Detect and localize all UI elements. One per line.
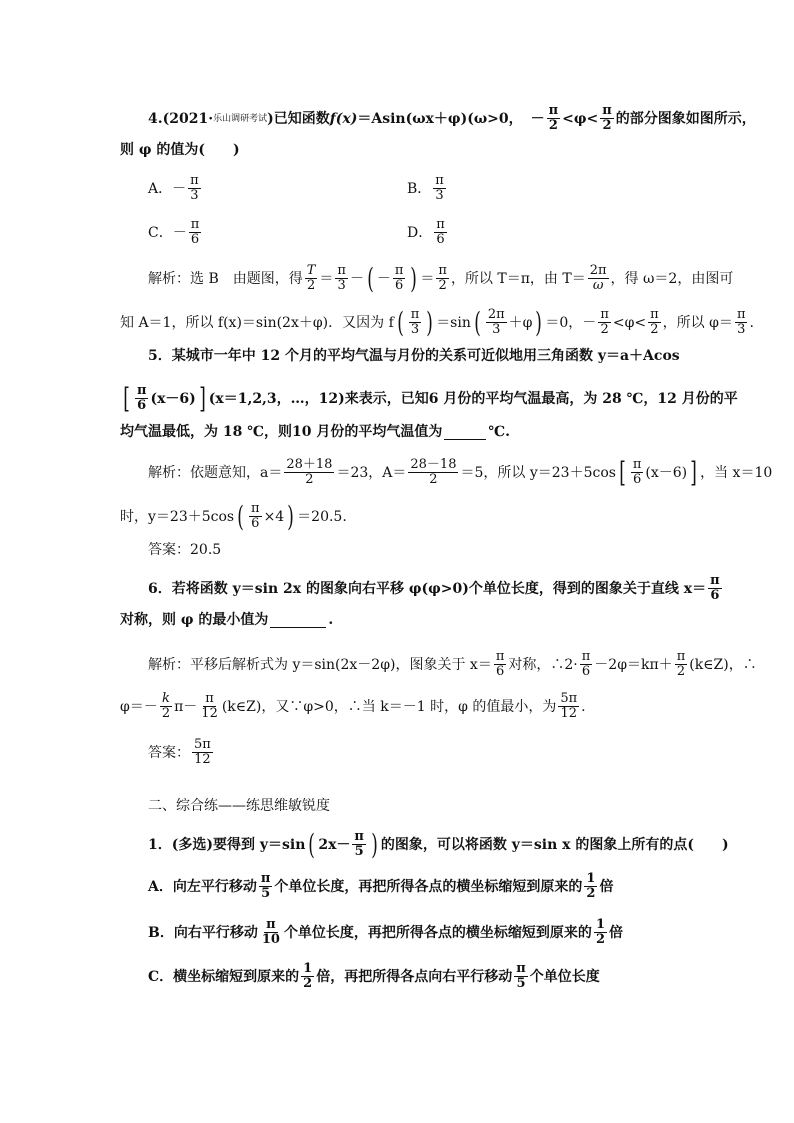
sec2-q1-option-b: B．向右平行移动 $\frac{\pi}{10}$ 个单位长度，再把所得各点的横坐标缩短到原来的 $\frac{1}{2}$ 倍 bbox=[148, 917, 623, 947]
section-2-title: 二、综合练——练思维敏锐度 bbox=[148, 798, 330, 814]
q6-solution-line2: φ＝－ $\frac{k}{2}$ π－ $\frac{\pi}{12}$ (k∈Z)，又∵φ>0，∴当 k＝－1 时，φ 的值最小，为 $\frac{5\pi}{12}$ . bbox=[120, 691, 586, 721]
q5-stem-line3: 均气温最低，为 18 ℃，则10 月份的平均气温值为 ℃. bbox=[120, 424, 511, 440]
pi-half-fraction: $\frac{\pi}{2}$ bbox=[602, 103, 612, 133]
q4-option-b: B． $\frac{\pi}{3}$ bbox=[407, 173, 444, 203]
q5-stem-line1: 5． 某城市一年中 12 个月的平均气温与月份的关系可近似地用三角函数 y＝a＋Acos bbox=[148, 348, 680, 364]
q4-solution-line1: 解析：选 B 由题图，得 $\frac{T}{2}$ ＝ $\frac{\pi}{3}$ － ( － $\frac{\pi}{6}$ ) ＝ $\frac{\pi}{2}$ ，所以 T＝π，由 T＝ $\frac{2\pi}{\omega}$ ，得 ω＝2，由图可 bbox=[148, 261, 734, 295]
sec2-q1-option-a: A．向左平行移动 $\frac{\pi}{5}$ 个单位长度，再把所得各点的横坐标缩短到原来的 $\frac{1}{2}$ 倍 bbox=[148, 871, 614, 901]
sec2-q1-option-c: C．横坐标缩短到原来的 $\frac{1}{2}$ 倍，再把所得各点向右平行移动 $\frac{\pi}{5}$ 个单位长度 bbox=[148, 961, 600, 991]
q4-option-d: D． $\frac{\pi}{6}$ bbox=[407, 217, 445, 247]
q6-solution-line1: 解析：平移后解析式为 y＝sin(2x－2φ)，图象关于 x＝ $\frac{\pi}{6}$ 对称，∴2· $\frac{\pi}{6}$ －2φ＝kπ＋ $\frac{\pi}{2}$ (k∈Z)，∴ bbox=[148, 649, 757, 679]
q6-stem-line2: 对称，则 φ 的最小值为 . bbox=[120, 612, 334, 628]
q4-source-year: (2021· bbox=[162, 110, 214, 127]
q6-answer-blank bbox=[270, 613, 326, 628]
q4-option-a: A．－ $\frac{\pi}{3}$ bbox=[148, 173, 199, 203]
q4-number: 4. bbox=[148, 110, 163, 127]
q4-source-tag: 乐山调研考试 bbox=[213, 113, 268, 124]
q5-solution-line2: 时，y＝23＋5cos ( $\frac{\pi}{6}$ ×4 ) ＝20.5. bbox=[120, 499, 347, 533]
q4-solution-line2: 知 A＝1，所以 f(x)＝sin(2x＋φ)．又因为 f ( $\frac{\pi}{3}$ ) ＝sin ( $\frac{2\pi}{3}$ ＋φ ) ＝0，－ $\frac{\pi}{2}$ <φ< $\frac{\pi}{2}$ ，所以 φ＝ $\frac{\pi}{3}$ . bbox=[120, 305, 754, 339]
q4-stem-line2: 则 φ 的值为( ) bbox=[120, 142, 240, 158]
q5-answer-blank bbox=[444, 425, 486, 440]
sec2-q1-stem: 1．(多选)要得到 y＝sin ( 2x－ $\frac{\pi}{5}$ ) 的图象，可以将函数 y＝sin x 的图象上所有的点( ) bbox=[148, 827, 729, 861]
q6-answer: 答案： $\frac{5\pi}{12}$ bbox=[148, 737, 211, 767]
q5-answer: 答案：20.5 bbox=[148, 542, 222, 558]
q4-stem-line1: 4. (2021· 乐山调研考试 ) 已知函数 f(x) ＝Asin(ωx＋φ)(ω>0， － $\frac{\pi}{2}$ <φ< $\frac{\pi}{2}$ 的部分图象如图所示， bbox=[148, 103, 756, 133]
q5-solution-line1: 解析：依题意知，a＝ $\frac{28+18}{2}$ ＝23，A＝ $\frac{28-18}{2}$ ＝5，所以 y＝23＋5cos [ $\frac{\pi}{6}$ (x－6) ] ，当 x＝10 bbox=[148, 455, 773, 489]
q4-option-c: C．－ $\frac{\pi}{6}$ bbox=[148, 217, 200, 247]
q5-stem-line2: [ $\frac{\pi}{6}$ (x－6) ] (x＝1,2,3，…，12)来表示，已知6 月份的平均气温最高，为 28 ℃，12 月份的平 bbox=[123, 381, 738, 415]
q6-stem-line1: 6． 若将函数 y＝sin 2x 的图象向右平移 φ(φ>0)个单位长度，得到的图象关于直线 x＝ $\frac{\pi}{6}$ bbox=[148, 573, 720, 603]
neg-pi-half-fraction: $\frac{\pi}{2}$ bbox=[548, 103, 559, 133]
